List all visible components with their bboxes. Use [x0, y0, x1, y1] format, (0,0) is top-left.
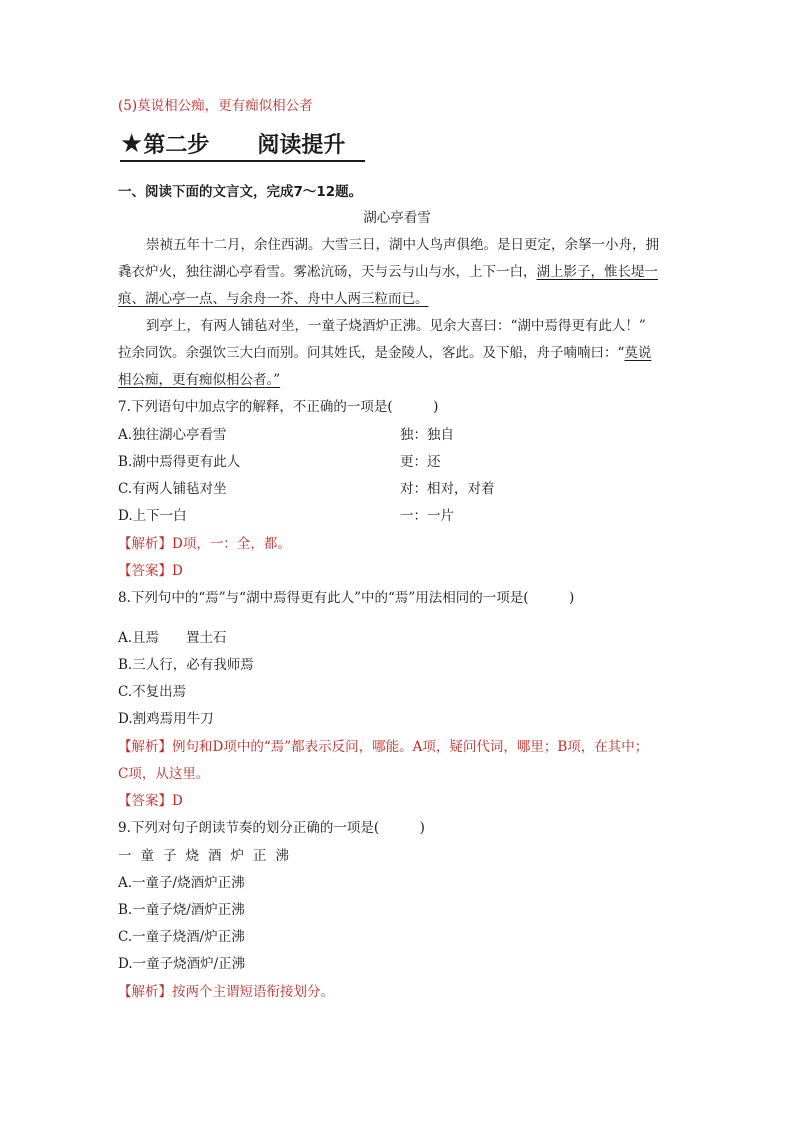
q9-option-d: D.一童子烧酒炉/正沸	[118, 956, 246, 972]
passage-p1-line2-text: 毳衣炉火，独往湖心亭看雪。雾凇沆砀，天与云与山与水，上下一白，	[118, 264, 537, 280]
passage-p2-line2-text: 拉余同饮。余强饮三大白而别。问其姓氏，是金陵人，客此。及下船，舟子喃喃曰：“	[118, 345, 625, 361]
q8-analysis	[118, 737, 648, 757]
star-icon: ★	[120, 129, 144, 159]
passage-p2-line2	[118, 343, 651, 363]
analysis-tag: 【解析】	[118, 739, 172, 755]
q9-analysis	[118, 982, 334, 1002]
q7-option-b-gloss: 更：还	[400, 454, 441, 470]
q9-option-a: A.一童子/烧酒炉正沸	[118, 875, 245, 891]
q8-answer	[118, 791, 183, 811]
passage-p1-line1: 崇祯五年十二月，余住西湖。大雪三日，湖中人鸟声俱绝。是日更定，余拏一小舟，拥	[146, 237, 659, 253]
q7-option-c: C.有两人铺毡对坐	[118, 481, 227, 497]
passage-title: 湖心亭看雪	[363, 210, 431, 226]
q8-option-c: C.不复出焉	[118, 684, 187, 700]
section-heading: 一、阅读下面的文言文，完成7～12题。	[118, 184, 363, 200]
passage-p2-line1: 到亭上，有两人铺毡对坐，一童子烧酒炉正沸。见余大喜曰：“湖中焉得更有此人！”	[146, 318, 646, 334]
analysis-text: 例句和D项中的“焉”都表示反问，哪能。A项，疑问代词，哪里；B项，在其中；	[172, 739, 649, 755]
analysis-text: 按两个主谓短语衔接划分。	[172, 984, 334, 1000]
answer-text: D	[172, 563, 183, 579]
passage-p1-line2	[118, 262, 658, 282]
q7-answer	[118, 561, 183, 581]
answer-tag: 【答案】	[118, 793, 172, 809]
q7-option-d: D.上下一白	[118, 508, 187, 524]
q9-option-b: B.一童子烧/酒炉正沸	[118, 902, 245, 918]
q8-stem: 8.下列句中的“焉”与“湖中焉得更有此人”中的“焉”用法相同的一项是( )	[118, 590, 575, 606]
q7-option-d-gloss: 一：一片	[400, 508, 454, 524]
q8-option-b: B.三人行，必有我师焉	[118, 657, 254, 673]
passage-p2-line3-underlined: 相公痴，更有痴似相公者。”	[118, 372, 281, 388]
q7-analysis	[118, 534, 291, 554]
q8-analysis-line2: C项，从这里。	[118, 766, 210, 782]
passage-p1-line3-underlined: 痕、湖心亭一点、与余舟一芥、舟中人两三粒而已。	[118, 291, 429, 307]
previous-answer-line: (5)莫说相公痴，更有痴似相公者	[118, 98, 313, 114]
underlined-phrase: 湖上影子，惟长堤一	[536, 264, 658, 280]
answer-text: D	[172, 793, 183, 809]
step-number: 第二步	[143, 133, 210, 158]
answer-tag: 【答案】	[118, 563, 172, 579]
step-name: 阅读提升	[257, 133, 346, 158]
q7-stem: 7.下列语句中加点字的解释，不正确的一项是( )	[118, 399, 439, 415]
q7-option-a-gloss: 独：独自	[400, 427, 454, 443]
step-heading	[120, 130, 365, 162]
q9-sentence: 一童子烧酒炉正沸	[118, 848, 298, 864]
q7-option-a: A.独往湖心亭看雪	[118, 427, 227, 443]
underlined-phrase: 莫说	[624, 345, 652, 361]
q8-option-a: A.且焉 置土石	[118, 630, 227, 646]
q9-option-c: C.一童子烧酒/炉正沸	[118, 929, 245, 945]
q7-option-c-gloss: 对：相对，对着	[400, 481, 495, 497]
analysis-tag: 【解析】	[118, 984, 172, 1000]
q9-stem: 9.下列对句子朗读节奏的划分正确的一项是( )	[118, 820, 425, 836]
q8-option-d: D.割鸡焉用牛刀	[118, 711, 214, 727]
q7-option-b: B.湖中焉得更有此人	[118, 454, 241, 470]
analysis-text: D项，一：全，都。	[172, 536, 291, 552]
analysis-tag: 【解析】	[118, 536, 172, 552]
